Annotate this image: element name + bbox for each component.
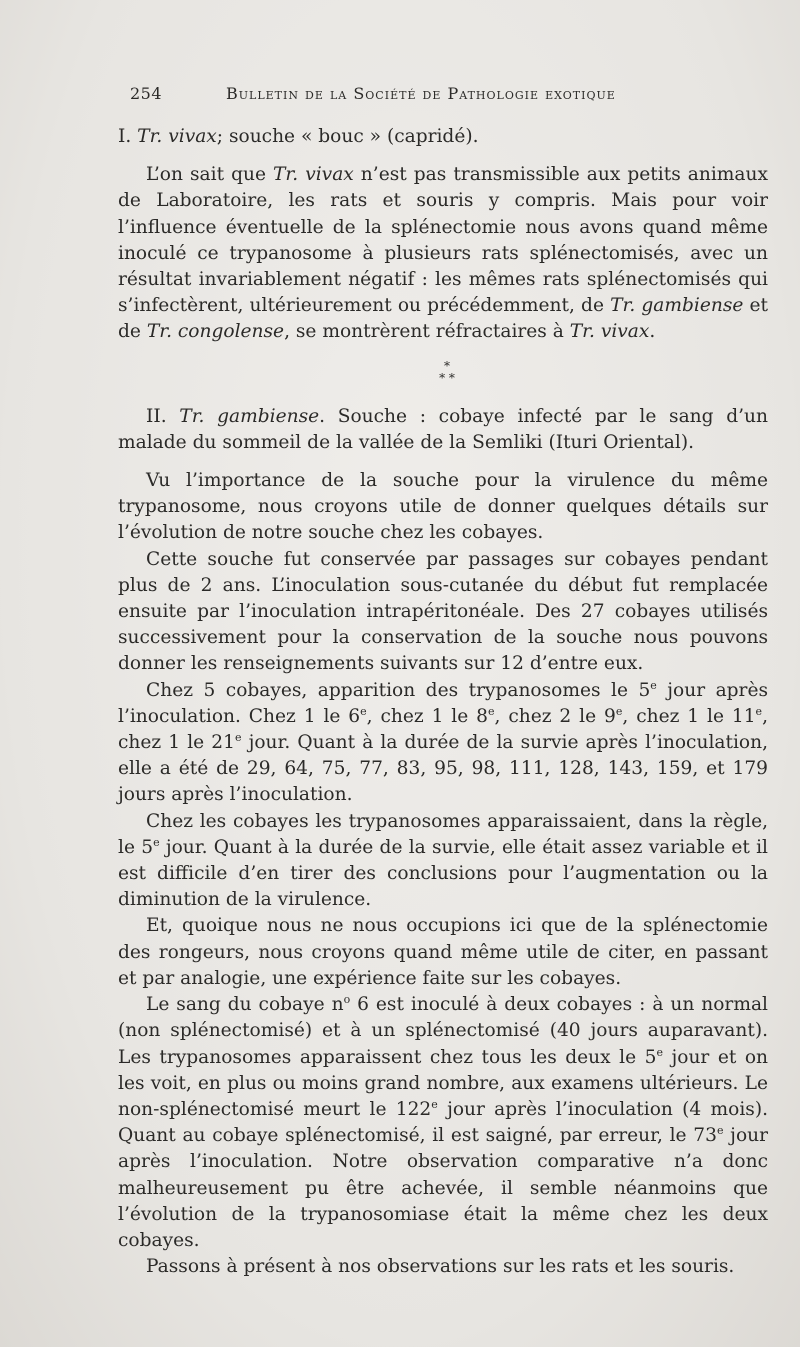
section2-paragraph-7: Passons à présent à nos observations sur les rats et les souris. bbox=[146, 1256, 735, 1278]
species-name: Tr. gambiense bbox=[610, 295, 744, 317]
section2-heading bbox=[118, 404, 768, 456]
superscript: e bbox=[360, 704, 367, 718]
species-name: Tr. vivax bbox=[273, 164, 354, 186]
section2-number: II. bbox=[146, 405, 180, 427]
text-run: Le sang du cobaye n bbox=[146, 994, 344, 1016]
text-run: L’on sait que bbox=[146, 164, 274, 186]
text-run: et de bbox=[118, 295, 769, 343]
superscript: e bbox=[755, 704, 763, 718]
text-run: jour après l’inoculation. Chez 1 le 6 bbox=[118, 679, 768, 727]
text-run: jour. Quant à la durée de la survie après l’inoculation, elle a été de 29, 64, 75, 77, 83, 95, 98, 111, 128, 143, 159, et 179 jours après l’inoculation. bbox=[118, 732, 768, 806]
text-run: . bbox=[649, 321, 656, 343]
text-run: , chez 1 le 8 bbox=[366, 705, 488, 727]
section1-heading bbox=[118, 124, 768, 150]
species-name: Tr. vivax bbox=[569, 321, 650, 343]
superscript: e bbox=[234, 730, 242, 744]
section1-paragraph bbox=[118, 162, 768, 345]
text-run: , chez 1 le 11 bbox=[622, 705, 756, 727]
section1-number: I. bbox=[118, 126, 138, 147]
superscript: e bbox=[615, 704, 623, 718]
text-run: Chez les cobayes les trypanosomes apparaissaient, dans la règle, le 5 bbox=[118, 810, 768, 858]
text-run: jour et on les voit, en plus ou moins grand nombre, aux examens ultérieurs. Le non-splénectomisé meurt le 122 bbox=[118, 1046, 769, 1120]
running-header bbox=[130, 84, 670, 110]
text-run: , chez 1 le 21 bbox=[118, 705, 768, 754]
text-run: n’est pas transmissible aux petits animaux de Laboratoire, les rats et souris y compris. Mais pour voir l’influence éventuelle de la splénectomie nous avons quand même inoculé ce trypanosome à plusieurs rats splénectomisés, avec un résultat invariablement négatif : les mêmes rats splénectomisés qui s’infectèrent, ultérieurement ou précédemment, de bbox=[118, 164, 768, 317]
section2-paragraph-4 bbox=[118, 809, 768, 914]
section1-heading-rest: ; souche « bouc » (capridé). bbox=[216, 126, 479, 147]
text-run: jour. Quant à la durée de la survie, elle était assez variable et il est difficile d’en tirer des conclusions pour l’augmentation ou la diminution de la virulence. bbox=[118, 836, 768, 911]
section2-paragraph-1: Vu l’importance de la souche pour la virulence du même trypanosome, nous croyons utile de donner quelques détails sur l’évolution de notre souche chez les cobayes. bbox=[118, 470, 768, 544]
section2-paragraph-5: Et, quoique nous ne nous occupions ici que de la splénectomie des rongeurs, nous croyons quand même utile de citer, en passant et par analogie, une expérience faite sur les cobayes. bbox=[118, 915, 768, 989]
superscript: o bbox=[343, 992, 351, 1006]
section2-paragraph-3 bbox=[118, 678, 768, 809]
text-run: , chez 2 le 9 bbox=[494, 705, 616, 727]
text-run: jour après l’inoculation. Notre observation comparative n’a donc malheureusement pu être achevée, il semble néanmoins que l’évolution de la trypanosomiase était la même chez les deux cobayes. bbox=[118, 1125, 769, 1251]
page-number: 254 bbox=[130, 84, 163, 103]
text-run: Chez 5 cobayes, apparition des trypanosomes le 5 bbox=[146, 679, 651, 701]
superscript: e bbox=[431, 1097, 438, 1111]
text-run: 6 est inoculé à deux cobayes : à un normal (non splénectomisé) et à un splénectomisé (40 jours auparavant). Les trypanosomes apparaissent chez tous les deux le 5 bbox=[118, 994, 768, 1068]
text-run: , se montrèrent réfractaires à bbox=[284, 321, 570, 343]
superscript: e bbox=[488, 704, 495, 718]
section2-paragraph-2: Cette souche fut conservée par passages sur cobayes pendant plus de 2 ans. L’inoculation sous-cutanée du début fut remplacée ensuite par l’inoculation intrapéritonéale. Des 27 cobayes utilisés successivement pour la conservation de la souche nous pouvons donner les renseignements suivants sur 12 d’entre eux. bbox=[118, 548, 768, 675]
text-run: jour après l’inoculation (4 mois). Quant au cobaye splénectomisé, il est saigné, par erreur, le 73 bbox=[118, 1098, 769, 1147]
section1-species: Tr. vivax bbox=[137, 126, 217, 147]
section2-heading-rest: . Souche : cobaye infecté par le sang d’un malade du sommeil de la vallée de la Semliki (Ituri Oriental). bbox=[118, 405, 769, 453]
journal-title: Bulletin de la Société de Pathologie exotique bbox=[226, 84, 616, 103]
superscript: e bbox=[656, 1045, 663, 1059]
separator-star-top: * bbox=[444, 358, 450, 373]
section2-species: Tr. gambiense bbox=[179, 405, 320, 427]
superscript: e bbox=[650, 678, 657, 692]
section2-paragraph-6 bbox=[118, 992, 768, 1254]
species-name: Tr. congolense bbox=[146, 321, 285, 343]
superscript: e bbox=[716, 1123, 724, 1137]
body-text bbox=[118, 124, 768, 1280]
superscript: e bbox=[153, 835, 160, 849]
section-separator bbox=[118, 360, 768, 384]
separator-star-bottom: * * bbox=[439, 370, 455, 385]
